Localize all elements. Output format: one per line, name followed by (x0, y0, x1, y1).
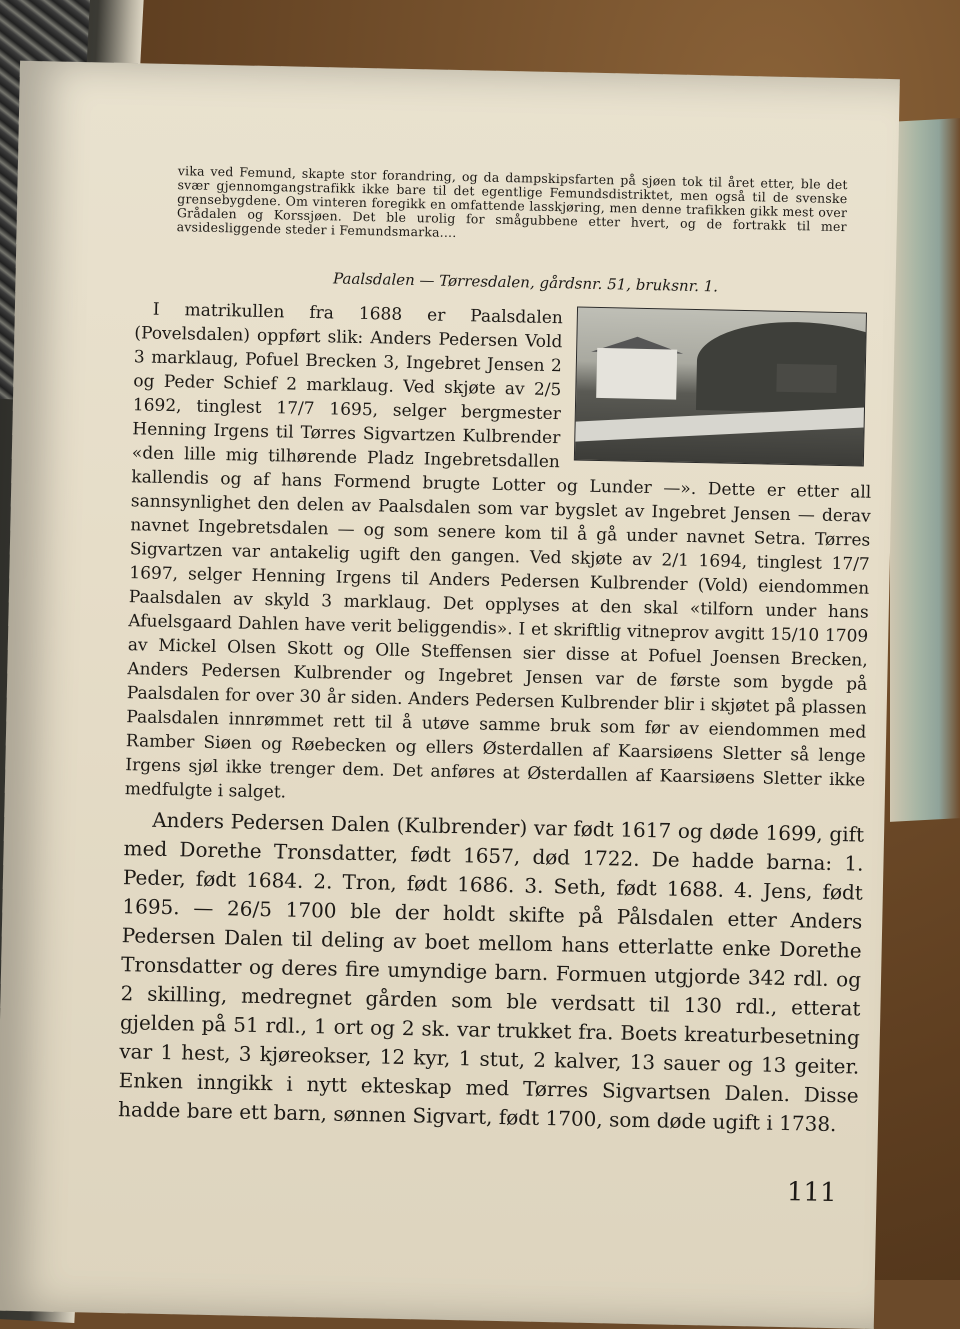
book-edge (890, 118, 960, 822)
photo-road (575, 407, 864, 441)
section-heading: Paalsdalen — Tørresdalen, gårdsnr. 51, bruksnr. 1. (332, 269, 719, 296)
page-content (118, 163, 878, 1139)
quote-text: vika ved Femund, skapte stor forandring, og da dampskipsfarten på sjøen tok til året etter, ble det svær gjennomgangstrafikk ikke bare til det egentlige Femundsdistriktet, men også til de svenske grensebygdene. Om vinteren foregikk en omfattende lasskjøring, men denne trafikken gikk mest over Grådalen og Korssjøen. Det ble urolig for smågubbene etter hvert, og de fortrakk til mer avsidesliggende steder i Femundsmarka.... (176, 163, 848, 240)
paragraph-2-text: Anders Pedersen Dalen (Kulbrender) var født 1617 og døde 1699, gift med Dorethe Tronsdatter, født 1657, død 1722. De hadde barna: 1. Peder, født 1684. 2. Tron, født 1686. 3. Seth, født 1688. 4. Jens, født 1695. — 26/5 1700 ble der holdt skifte på Pålsdalen etter Anders Pedersen Dalen til deling av boet mellom hans etterlatte enke Dorethe Tronsdatter og deres fire umyndige barn. Formuen utgjorde 342 rdl. og 2 skilling, medregnet gården som ble verdsatt til 130 rdl., etterat gjelden på 51 rdl., 1 ort og 2 sk. var trukket fra. Boets kreaturbesetning var 1 hest, 3 kjøreokser, 12 kyr, 1 stut, 2 kalver, 13 sauer og 13 geiter. Enken inngikk i nytt ekteskap med Tørres Sigvartsen Dalen. Disse hadde bare ett barn, sønnen Sigvart, født 1700, som døde ugift i 1738. (117, 807, 865, 1137)
photo-barn (776, 364, 837, 393)
page-number: 111 (786, 1177, 837, 1209)
paragraph-1-text: I matrikullen fra 1688 er Paalsdalen (Povelsdalen) oppført slik: Anders Pedersen Vold 3 marklaug, Pofuel Brecken 3, Ingebret Jensen 2 og Peder Schief 2 marklaug. Ved skjøte av 2/5 1692, tinglest 17/7 1695, selger bergmester Henning Irgens til Tørres Sigvartzen Kulbrender «den lille mig tilhørende Pladz Ingebretsdallen kallendis og af hans Formend brugte Lotter og Lunder —». Dette er etter all sannsynlighet den delen av Paalsdalen som var bygslet av Ingebret Jensen — derav navnet Ingebretsdalen — og som senere kom til å gå under navnet Setra. Tørres Sigvartzen var antakelig ugift den gangen. Ved skjøte av 2/1 1694, tinglest 17/7 1697, selger Henning Irgens til Anders Pedersen Kulbrender (Vold) eiendommen Paalsdalen av skyld 3 marklaug. Det opplyses at den skal «tilforn under hans Afuelsgaard Dahlen have verit beliggendis». I et skriftlig vitneprov avgitt 15/10 1709 av Mickel Olsen Skott og Olle Steffensen sier disse at Pofuel Joensen Brecken, Anders Pedersen Kulbrender og Ingebret Jensen var de første som bygde på Paalsdalen for over 30 år siden. Anders Pedersen Kulbrender blir i skjøtet på plassen Paalsdalen innrømmet rett til å utøve samme bruk som før av eiendommen med Ramber Siøen og Røebecken og ellers Østerdallen af Kaarsiøens Sletter så lenge Irgens sjøl ikke trenger dem. Det anføres at Østerdallen af Kaarsiøens Sletter ikke medfulgte i salget. (124, 299, 872, 803)
paragraph-2 (118, 805, 865, 1139)
photo-house (596, 348, 677, 400)
quote-block (177, 164, 848, 248)
book-page (0, 61, 900, 1329)
farm-photo (574, 307, 867, 467)
intro-section (125, 297, 875, 816)
